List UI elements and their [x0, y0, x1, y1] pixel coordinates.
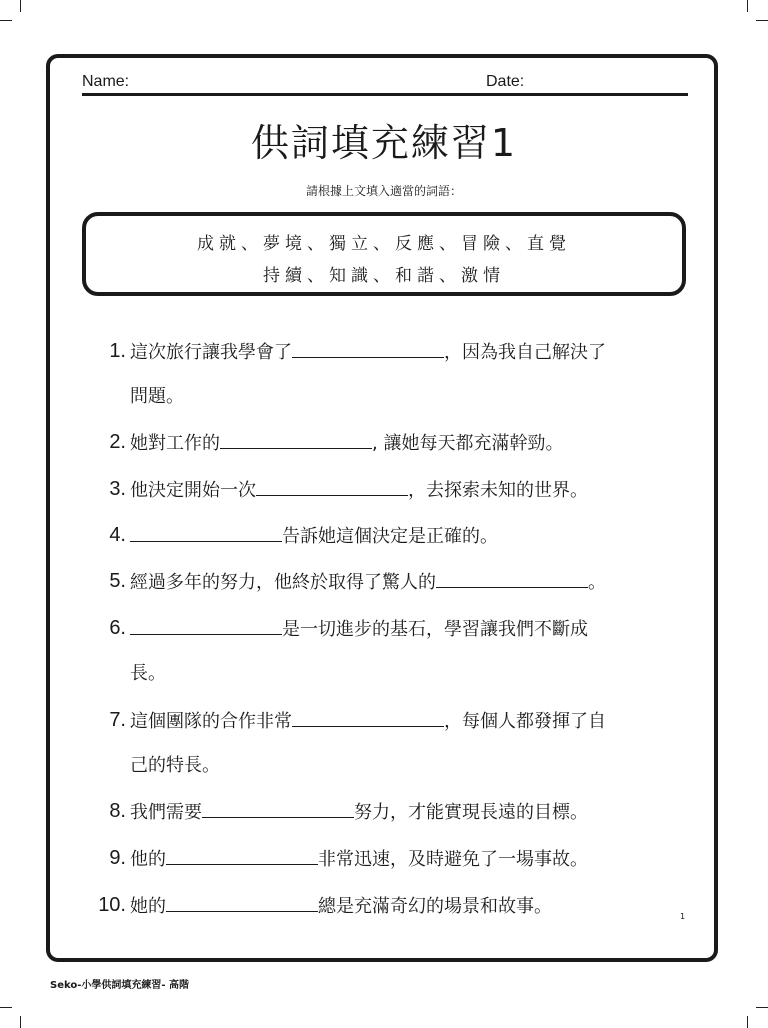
page-number: 1 [680, 912, 686, 921]
question-text [130, 799, 588, 825]
question-text-continued: 長。 [130, 663, 166, 684]
crop-mark [20, 1016, 21, 1028]
name-label: Name: [82, 73, 130, 90]
answer-blank[interactable] [166, 846, 318, 865]
page-title: 供詞填充練習1 [250, 121, 518, 165]
question-text [130, 846, 588, 872]
question-text-before: 這次旅行讓我學會了 [130, 342, 292, 363]
question-text-after: 努力，才能實現長遠的目標。 [354, 802, 588, 823]
question-text-before: 我們需要 [130, 802, 202, 823]
question-text-after: 是一切進步的基石，學習讓我們不斷成 [282, 619, 588, 640]
question-text-continued: 己的特長。 [130, 755, 220, 776]
question-text [130, 339, 606, 365]
question-number: 2. [109, 431, 126, 453]
word-bank-row-1: 成就、夢境、獨立、反應、冒險、直覺 [197, 234, 571, 254]
question-text-before: 她對工作的 [130, 433, 220, 454]
question-number: 7. [109, 709, 126, 731]
question-text [130, 477, 588, 503]
question-text [130, 430, 563, 456]
question-text [130, 616, 588, 642]
question-text-after: ，每個人都發揮了自 [444, 711, 606, 732]
crop-mark [756, 20, 768, 21]
question-text-after: 。 [588, 572, 606, 593]
crop-mark [747, 0, 748, 12]
question-number: 5. [109, 570, 126, 592]
question-text [130, 708, 606, 734]
footer-text: Seko-小學供詞填充練習- 高階 [50, 980, 190, 991]
question-number: 6. [109, 617, 126, 639]
question-text-after: 總是充滿奇幻的場景和故事。 [318, 896, 552, 917]
question-text-after: 非常迅速，及時避免了一場事故。 [318, 849, 588, 870]
question-number: 4. [109, 524, 126, 546]
question-text-after: ，去探索未知的世界。 [408, 480, 588, 501]
crop-mark [0, 20, 12, 21]
question-number: 10. [98, 894, 126, 916]
question-text [130, 569, 606, 595]
question-text-after: 告訴她這個決定是正確的。 [282, 526, 498, 547]
question-text [130, 893, 552, 919]
answer-blank[interactable] [292, 708, 444, 727]
question-number: 3. [109, 478, 126, 500]
question-number: 9. [109, 847, 126, 869]
answer-blank[interactable] [292, 339, 444, 358]
question-text-before: 經過多年的努力，他終於取得了驚人的 [130, 572, 436, 593]
header-rule [82, 93, 688, 96]
question-text-after: , 讓她每天都充滿幹勁。 [372, 433, 564, 454]
answer-blank[interactable] [220, 430, 372, 449]
answer-blank[interactable] [436, 569, 588, 588]
question-text-before: 她的 [130, 896, 166, 917]
answer-blank[interactable] [166, 893, 318, 912]
question-text-before: 他的 [130, 849, 166, 870]
date-label: Date: [486, 73, 525, 90]
question-number: 8. [109, 800, 126, 822]
question-number: 1. [109, 340, 126, 362]
question-text-before: 他決定開始一次 [130, 480, 256, 501]
question-text-continued: 問題。 [130, 386, 184, 407]
answer-blank[interactable] [130, 616, 282, 635]
crop-mark [747, 1016, 748, 1028]
crop-mark [756, 1007, 768, 1008]
word-bank-row-2: 持續、知識、和諧、激情 [263, 266, 505, 286]
question-text-before: 這個團隊的合作非常 [130, 711, 292, 732]
crop-mark [20, 0, 21, 12]
instruction-text: 請根據上文填入適當的詞語： [305, 184, 462, 198]
question-text [130, 523, 498, 549]
answer-blank[interactable] [202, 799, 354, 818]
crop-mark [0, 1007, 12, 1008]
question-text-after: ，因為我自己解決了 [444, 342, 606, 363]
answer-blank[interactable] [256, 477, 408, 496]
answer-blank[interactable] [130, 523, 282, 542]
